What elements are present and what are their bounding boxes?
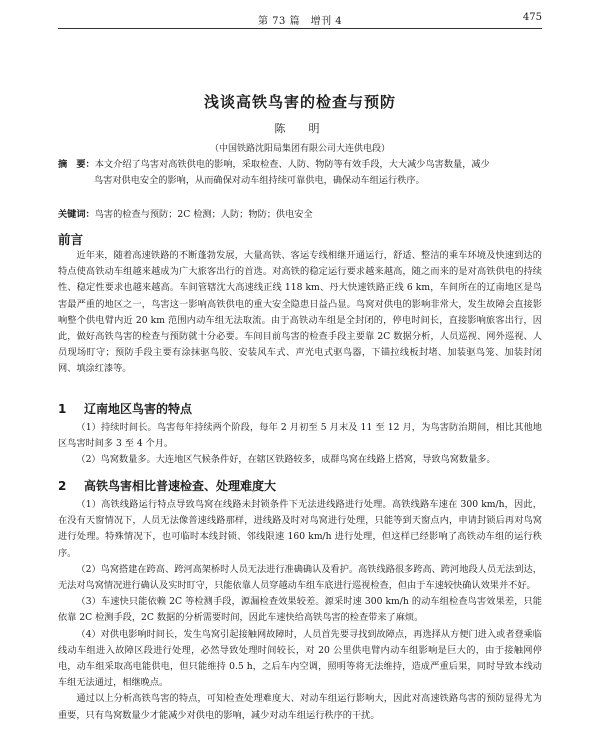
abstract-text-line-2: 鸟害对供电安全的影响，从而确保对动车组持续可靠供电，确保动车组运行秩序。 — [94, 175, 425, 186]
abstract-label: 摘 要： — [58, 159, 95, 170]
section-2-body — [58, 497, 542, 724]
abstract-text-line-1: 本文介绍了鸟害对高铁供电的影响，采取检查、人防、物防等有效手段，大大减少鸟害数量，减少 — [94, 159, 490, 170]
keywords — [58, 207, 542, 223]
keywords-label: 关键词： — [58, 209, 95, 220]
abstract-line — [58, 173, 542, 189]
section-1-title: 辽南地区鸟害的特点 — [84, 402, 193, 416]
section-2-title: 高铁鸟害相比普速检查、处理难度大 — [84, 479, 277, 493]
section-1-heading — [58, 400, 192, 417]
section-2-heading — [58, 477, 276, 494]
section-2-paragraph: （1）高铁线路运行特点导致鸟窝在线路未封锁条件下无法进线路进行处理。高铁线路车速在 300 km/h，因此，在没有天窗情况下，人员无法像普速线路那样，进线路及时对鸟窝进行处理，只能等到天窗点内，申请封锁后再对鸟窝进行处理。特殊情况下，也可临时本线封锁、邻线限速 160 km/h 进行处理，但这样已经影响了高铁动车组的运行秩序。 — [58, 499, 542, 559]
intro-heading: 前言 — [58, 232, 84, 247]
intro-paragraph: 近年来，随着高速铁路的不断蓬勃发展，大量高铁、客运专线相继开通运行，舒适、整洁的乘车环境及快速到达的特点使高铁动车组越来越成为广大旅客出行的首选。对高铁的稳定运行要求越来越高，随之而来的是对高铁供电的持续性、稳定性要求也越来越高。车间管辖沈大高速线正线 118 km、丹大快速铁路正线 6 km，车间所在的辽南地区是鸟害最严重的地区之一，鸟害这一影响高铁供电的重大安全隐患日益凸显。鸟窝对供电的影响非常大，发生故障会直接影响整个供电臂内近 20 km 范围内动车组无法取流。由于高铁动车组是全封闭的，停电时间长，直接影响旅客出行，因此，做好高铁鸟害的检查与预防就十分必要。车间目前鸟害的检查手段主要靠 2C 数据分析，人员巡视、网外巡视、人员现场盯守；预防手段主要有涂抹驱鸟胶、安装风车式、声光电式驱鸟器，下锚拉线板封堵、加装驱鸟笼、加装封闭网、填涂红漆等。 — [58, 250, 542, 375]
abstract-line — [58, 157, 542, 173]
section-1-body — [58, 420, 542, 469]
section-1-paragraph: （1）持续时间长。鸟害每年持续两个阶段，每年 2 月初至 5 月末及 11 至 12 月，为鸟害防治期间，相比其他地区鸟害时间多 3 至 4 个月。 — [58, 422, 542, 450]
page-number: 475 — [522, 12, 542, 23]
section-2-paragraph: （3）车速快只能依赖 2C 等检测手段，源漏检查效果较差。源采时速 300 km/h 的动车组检查鸟害效果差，只能依靠 2C 检测手段，2C 数据的分析需要时间，因此车速快给高铁鸟害的检查带来了麻烦。 — [58, 596, 542, 624]
author-name: 陈 明 — [274, 122, 326, 135]
section-2-paragraph: 通过以上分析高铁鸟害的特点，可知检查处理难度大、对动车组运行影响大，因此对高速铁路鸟害的预防显得尤为重要，只有鸟窝数量少才能减少对供电的影响，减少对动车组运行秩序的干扰。 — [58, 693, 542, 721]
section-2-paragraph: （4）对供电影响时间长，发生鸟窝引起接触网故障时，人员首先要寻找到故障点，再选择从方便门进入或者登乘临线动车组进入故障区段进行处理，必然导致处理时间较长，对 20 公里供电臂内动车组影响是巨大的，由于接触网停电，动车组采取高电能供电，但只能维持 0.5 h，之后车内空调，照明等将无法维持，造成严重后果，同时导致本线动车组无法通过，相继晚点。 — [58, 628, 542, 689]
journal-issue: 第 73 篇 增刊 4 — [258, 16, 343, 27]
author-affiliation: （中国铁路沈阳局集团有限公司大连供电段） — [209, 144, 390, 154]
section-1-number: 1 — [58, 402, 67, 416]
keywords-text: 鸟害的检查与预防；2C 检测；人防；物防；供电安全 — [94, 209, 313, 220]
abstract — [58, 157, 542, 189]
paper-title: 浅谈高铁鸟害的检查与预防 — [203, 93, 396, 111]
section-2-paragraph: （2）鸟窝搭建在跨高、跨河高架桥时人员无法进行准确确认及看护。高铁线路很多跨高、跨河地段人员无法到达，无法对鸟窝情况进行确认及实时盯守，只能依靠人员穿越动车组车底进行巡视检查，但由于车速较快确认效果并不好。 — [58, 563, 542, 592]
section-2-number: 2 — [58, 479, 67, 493]
section-1-paragraph: （2）鸟窝数量多。大连地区气候条件好，在辖区铁路较多，成群鸟窝在线路上搭窝，导致鸟窝数量多。 — [76, 454, 496, 466]
running-header — [58, 10, 542, 29]
intro-body — [58, 248, 542, 378]
